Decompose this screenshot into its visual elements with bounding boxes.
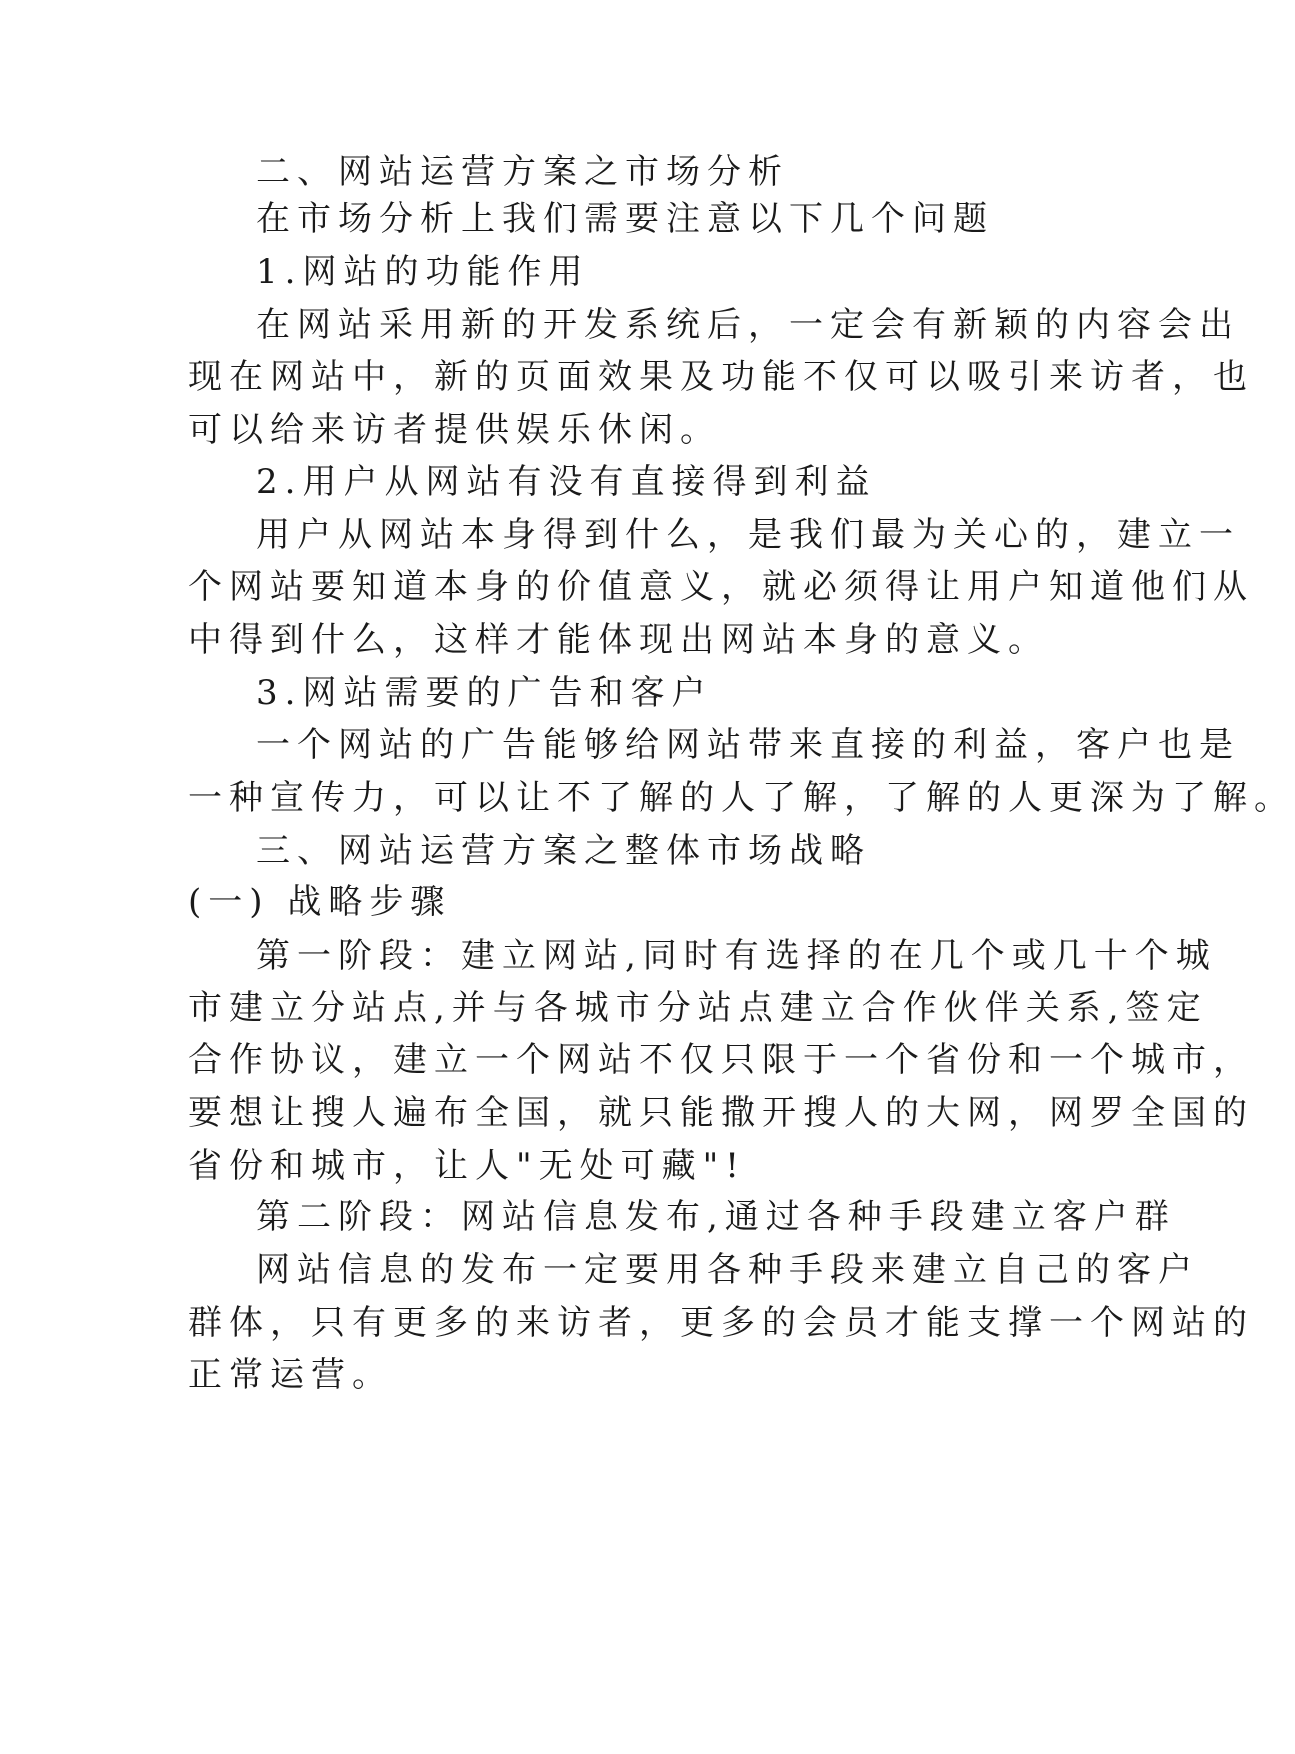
paragraph-line: 第二阶段：网站信息发布,通过各种手段建立客户群	[256, 1197, 1176, 1237]
subheading-strategy-steps: (一) 战略步骤	[188, 882, 452, 922]
paragraph-line: 群体，只有更多的来访者，更多的会员才能支撑一个网站的	[188, 1303, 1254, 1343]
paragraph-line: 中得到什么，这样才能体现出网站本身的意义。	[188, 620, 1049, 660]
paragraph-line: 一个网站的广告能够给网站带来直接的利益，客户也是	[256, 725, 1240, 765]
paragraph-line: 正常运营。	[188, 1355, 393, 1395]
paragraph-line: 现在网站中，新的页面效果及功能不仅可以吸引来访者，也	[188, 357, 1254, 397]
paragraph-line: 第一阶段：建立网站,同时有选择的在几个或几十个城	[256, 936, 1217, 976]
paragraph-line: 可以给来访者提供娱乐休闲。	[188, 410, 721, 450]
paragraph-line: 用户从网站本身得到什么，是我们最为关心的，建立一	[256, 515, 1240, 555]
paragraph-line: 在网站采用新的开发系统后，一定会有新颖的内容会出	[256, 305, 1240, 345]
paragraph-line: 要想让搜人遍布全国，就只能撒开搜人的大网，网罗全国的	[188, 1093, 1254, 1133]
paragraph-line: 一种宣传力，可以让不了解的人了解，了解的人更深为了解。	[188, 778, 1295, 818]
paragraph-line: 在市场分析上我们需要注意以下几个问题	[256, 199, 994, 239]
paragraph-line: 个网站要知道本身的价值意义，就必须得让用户知道他们从	[188, 567, 1254, 607]
section-heading-strategy: 三、网站运营方案之整体市场战略	[256, 831, 871, 871]
paragraph-line: 网站信息的发布一定要用各种手段来建立自己的客户	[256, 1250, 1199, 1290]
paragraph-line: 省份和城市，让人"无处可藏"!	[188, 1146, 746, 1186]
section-heading-market-analysis: 二、网站运营方案之市场分析	[256, 152, 789, 192]
subheading-2: 2.用户从网站有没有直接得到利益	[256, 462, 877, 502]
paragraph-line: 市建立分站点,并与各城市分站点建立合作伙伴关系,签定	[188, 988, 1208, 1028]
subheading-3: 3.网站需要的广告和客户	[256, 673, 713, 713]
subheading-1: 1.网站的功能作用	[256, 252, 590, 292]
paragraph-line: 合作协议，建立一个网站不仅只限于一个省份和一个城市，	[188, 1040, 1254, 1080]
